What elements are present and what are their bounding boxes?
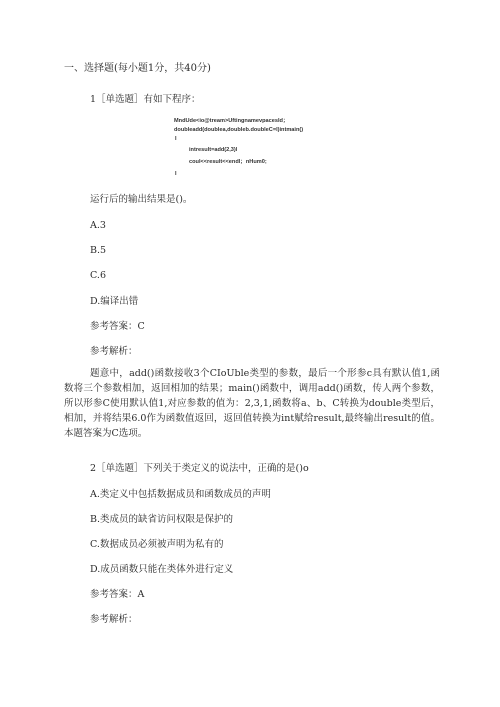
section-title: 一、选择题(每小题1分，共40分) — [64, 63, 211, 74]
q2-analysis-label: 参考解析： — [90, 614, 138, 625]
q1-code-line: intresult=add(2,3)l — [189, 147, 238, 153]
q1-answer: 参考答案：C — [90, 321, 145, 332]
q2-option-a: A.类定义中包括数据成员和函数成员的声明 — [90, 489, 271, 500]
q1-option-b: B.5 — [90, 245, 107, 256]
q1-code-line: coul<<result<<endl；nHum0; — [189, 159, 267, 165]
q1-code-line: doubleadd(doublea,doubleb.doubleC=l)intmain() — [174, 127, 304, 133]
q1-code-line: I — [175, 136, 177, 142]
q1-code-line: I — [175, 171, 177, 177]
q2-option-c: C.数据成员必须被声明为私有的 — [90, 539, 224, 550]
q2-answer: 参考答案：A — [90, 589, 145, 600]
q2-header: 2［单选题］下列关于类定义的说法中，正确的是()o — [90, 463, 309, 474]
q1-code-line: MndUde<io@tream>Uftingnamevpacesld； — [174, 118, 289, 124]
q1-option-d: D.编译出错 — [90, 296, 139, 307]
q2-option-d: D.成员函数只能在类体外进行定义 — [90, 564, 234, 575]
q1-analysis-text: 题意中，add()函数接收3个CIoUble类型的参数，最后一个形参c具有默认值1,函数将三个参数相加，返回相加的结果；main()函数中，调用add()函数，传人两个参数，所以形参C使用默认值1,对应参数的值为：2,3,1,函数将a、b、C转换为double类型后，相加，并将结果6.0作为函数值返回，返回值转换为int赋给result,最终输出result的值。本题答案为C选项。 — [64, 368, 440, 439]
q1-option-c: C.6 — [90, 270, 106, 281]
q2-option-b: B.类成员的缺省访问权限是保护的 — [90, 514, 234, 525]
q1-option-a: A.3 — [90, 220, 106, 231]
q1-header: 1［单选题］有如下程序： — [90, 94, 201, 105]
q1-prompt: 运行后的输出结果是()。 — [90, 194, 193, 205]
q1-analysis-label: 参考解析： — [90, 346, 138, 357]
